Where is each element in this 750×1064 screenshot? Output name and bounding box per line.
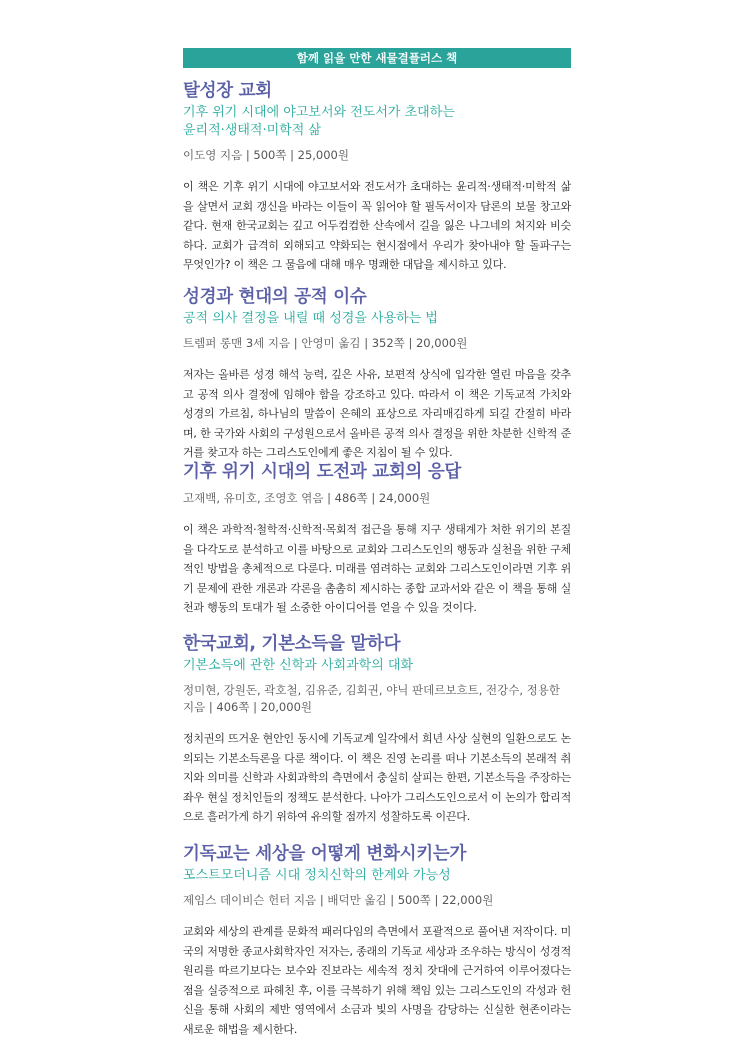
book-title: 기후 위기 시대의 도전과 교회의 응답	[183, 462, 462, 482]
book-description: 이 책은 기후 위기 시대에 야고보서와 전도서가 초대하는 윤리적·생태적·미학적 삶을 살면서 교회 갱신을 바라는 이들이 꼭 읽어야 할 필독서이자 담론의 보물 창고와 같다. 현재 한국교회는 깊고 어두컴컴한 산속에서 길을 잃은 나그네의 처지와 비슷하다. 교회가 급격히 외해되고 약화되는 현시점에서 우리가 찾아내야 할 돌파구는 무엇인가? 이 책은 그 물음에 대해 매우 명쾌한 대답을 제시하고 있다.	[183, 180, 571, 271]
book-title: 한국교회, 기본소득을 말하다	[183, 634, 401, 654]
book-entry	[183, 286, 571, 463]
book-subtitle: 포스트모더니즘 시대 정치신학의 한계와 가능성	[183, 868, 451, 883]
book-title: 성경과 현대의 공적 이슈	[183, 287, 367, 307]
book-entry	[183, 633, 571, 827]
book-description: 저자는 올바른 성경 해석 능력, 깊은 사유, 보편적 상식에 입각한 열린 마음을 갖추고 공적 의사 결정에 임해야 함을 강조하고 있다. 따라서 이 책은 기독교적 가치와 성경의 가르침, 하나님의 말씀이 은혜의 표상으로 자리매김하게 되길 간절히 바라며, 한 국가와 사회의 구성원으로서 올바른 공적 의사 결정을 위한 차분한 신학적 준거를 찾고자 하는 그리스도인에게 좋은 지침이 될 수 있다.	[183, 368, 571, 459]
book-meta: 이도영 지음 | 500쪽 | 25,000원	[183, 148, 349, 162]
book-description: 정치권의 뜨거운 현안인 동시에 기독교계 일각에서 희년 사상 실현의 일환으로도 논의되는 기본소득론을 다룬 책이다. 이 책은 진영 논리를 떠나 기본소득의 본래적 취지와 의미를 신학과 사회과학의 측면에서 충실히 살피는 한편, 기본소득을 주장하는 좌우 현실 정치인들의 정책도 분석한다. 나아가 그리스도인으로서 이 논의가 합리적으로 흘러가게 하기 위하여 유의할 점까지 성찰하도록 이끈다.	[183, 732, 571, 823]
book-subtitle: 공적 의사 결정을 내릴 때 성경을 사용하는 법	[183, 311, 438, 326]
section-header: 함께 읽을 만한 새물결플러스 책	[183, 48, 571, 68]
book-subtitle	[183, 104, 571, 140]
book-title: 기독교는 세상을 어떻게 변화시키는가	[183, 844, 467, 864]
book-entry	[183, 461, 571, 618]
book-subtitle-line: 윤리적·생태적·미학적 삶	[183, 123, 321, 138]
book-subtitle: 기본소득에 관한 신학과 사회과학의 대화	[183, 658, 414, 673]
book-meta: 트렘퍼 롱맨 3세 지음 | 안영미 옮김 | 352쪽 | 20,000원	[183, 336, 468, 350]
book-meta: 제임스 데이비슨 헌터 지음 | 배덕만 옮김 | 500쪽 | 22,000원	[183, 893, 494, 907]
book-description: 교회와 세상의 관계를 문화적 패러다임의 측면에서 포괄적으로 풀어낸 저작이다. 미국의 저명한 종교사회학자인 저자는, 종래의 기독교 세상과 조우하는 방식이 성경적 원리를 따르기보다는 보수와 진보라는 세속적 정치 잣대에 근거하여 이루어졌다는 점을 실증적으로 파헤친 후, 이를 극복하기 위해 책임 있는 그리스도인의 각성과 헌신을 통해 사회의 제반 영역에서 소금과 빛의 사명을 감당하는 신실한 현존이라는 새로운 해법을 제시한다.	[183, 925, 571, 1036]
book-entry	[183, 843, 571, 1039]
book-entry	[183, 80, 571, 275]
book-meta: 정미현, 강원돈, 곽호철, 김유준, 김회권, 야닉 판데르보흐트, 전강수, 정용한 지음 | 406쪽 | 20,000원	[183, 683, 560, 714]
book-subtitle-line: 기후 위기 시대에 야고보서와 전도서가 초대하는	[183, 105, 455, 120]
book-meta: 고재백, 유미호, 조영호 엮음 | 486쪽 | 24,000원	[183, 491, 431, 505]
book-title: 탈성장 교회	[183, 81, 272, 101]
book-description: 이 책은 과학적·철학적·신학적·목회적 접근을 통해 지구 생태계가 처한 위기의 본질을 다각도로 분석하고 이를 바탕으로 교회와 그리스도인의 행동과 실천을 위한 구체적인 방법을 총체적으로 다룬다. 미래를 염려하는 교회와 그리스도인이라면 기후 위기 문제에 관한 개론과 각론을 촘촘히 제시하는 종합 교과서와 같은 이 책을 통해 실천과 행동의 토대가 될 소중한 아이디어를 얻을 수 있을 것이다.	[183, 523, 571, 614]
